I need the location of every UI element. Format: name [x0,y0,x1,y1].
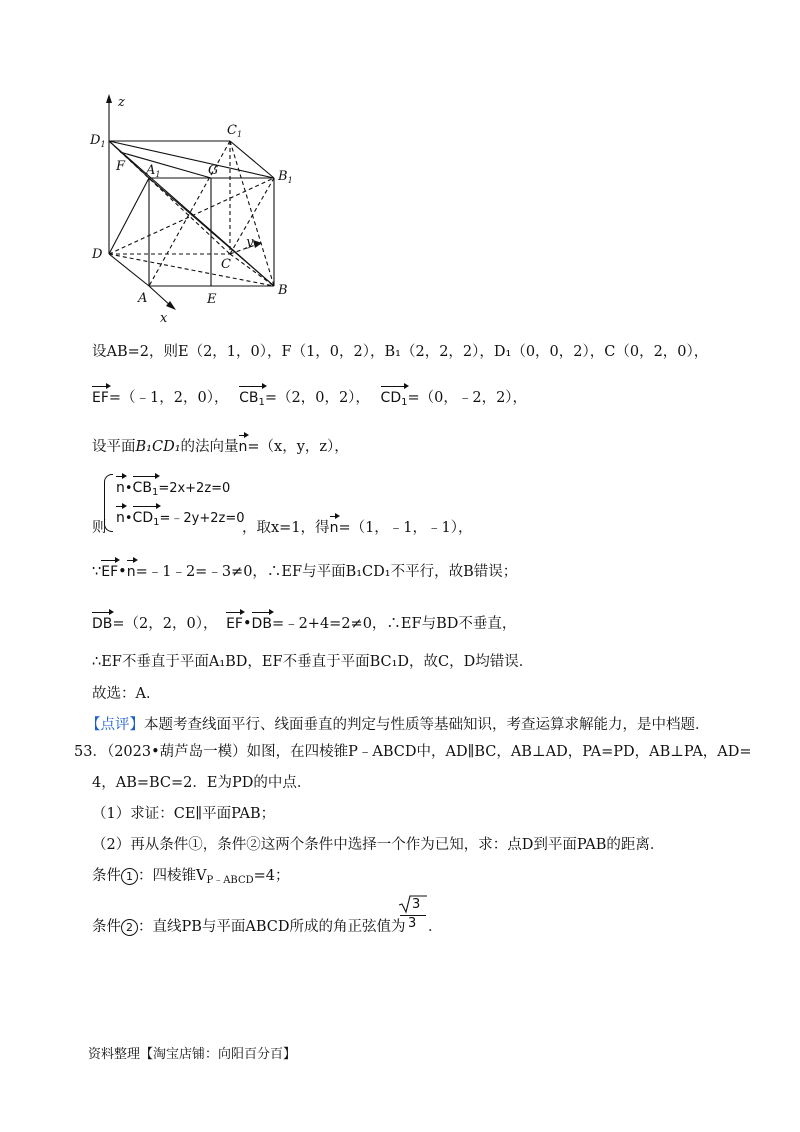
condition-2: 条件 2 ：直线PB与平面ABCD所成的角正弦值为 [92,919,406,935]
label-D: D [92,247,103,262]
footer-credit: 资料整理【淘宝店铺：向阳百分百】 [88,1047,297,1062]
label-A: A [138,291,148,306]
vector-CB1: $CB_1$ [239,388,265,413]
vector-EF: EF [92,390,109,406]
comment-tag: 【点评】 [86,717,144,733]
cube-figure [80,88,310,328]
condition-1: 条件 1 ：四棱锥$V_{P﹣ABCD}=4$； [92,868,290,886]
vector-DB: DB [92,616,113,632]
comment-line: 【点评】本题考查线面平行、线面垂直的判定与性质等基础知识，考查运算求解能力，是中档题． [86,717,710,733]
take-x-line: ，取x=1，得n=（1，﹣1，﹣1）， [242,520,473,536]
vectors-line: EF=（﹣1，2，0）， $CB_1=(2$，0，2）， $CD_1=(0$，﹣2，2）， [92,388,527,413]
equation-2: $n•CD_1=﹣2y+2z=0$ [116,508,245,533]
label-C1: $C_1$ [227,123,243,139]
condition-2-tail: ． [428,919,443,935]
label-y: y [246,235,254,250]
answer-line: 故选：A． [92,686,161,702]
circled-two: 2 [121,919,138,936]
conclusion-line: ∴EF不垂直于平面A₁BD，EF不垂直于平面BC₁D，故C，D均错误． [92,654,534,670]
ze-label: 则 [92,520,107,536]
perpendicular-check-line: DB=（2，2，0）， EF•DB=﹣2+4=2≠0，∴EF与BD不垂直， [92,616,517,632]
circled-one: 1 [121,868,138,885]
label-B1: $B_1$ [278,169,293,185]
label-C: C [221,257,231,272]
label-z: z [118,95,125,110]
problem-53-part-2: （2）再从条件①，条件②这两个条件中选择一个作为已知，求：点D到平面PAB的距离． [92,837,665,853]
label-E: E [207,292,217,307]
fraction-sqrt3-over-3: 3 3 [398,894,428,934]
problem-53-line-2: 4，AB=BC=2．E为PD的中点． [92,775,312,791]
parallel-check-line: ∵EF•n=﹣1﹣2=﹣3≠0，∴EF与平面B₁CD₁不平行，故B错误； [92,564,518,580]
label-D1: $D_1$ [90,133,106,149]
label-G: G [208,163,219,178]
vector-n: n [238,439,248,455]
normal-vector-line: 设平面B₁CD₁的法向量n=（x，y，z）， [92,439,349,455]
equation-1: $n•CB_1=2x+2z=0$ [116,478,230,503]
label-B: B [278,283,288,298]
coordinates-line: 设AB=2，则E（2，1，0），F（1，0，2），B₁（2，2，2），D₁（0，0，2），C（0，2，0）， [92,344,709,360]
label-x: x [160,311,168,326]
problem-53-part-1: （1）求证：CE∥平面PAB； [92,806,276,822]
problem-53-line-1: 53．（2023•葫芦岛一模）如图，在四棱锥P﹣ABCD中，AD∥BC，AB⊥AD，PA=PD，AB⊥PA，AD= [74,744,752,760]
label-A1: $A_1$ [146,163,161,179]
label-F: F [116,159,126,174]
vector-CD1: $CD_1$ [381,388,408,413]
